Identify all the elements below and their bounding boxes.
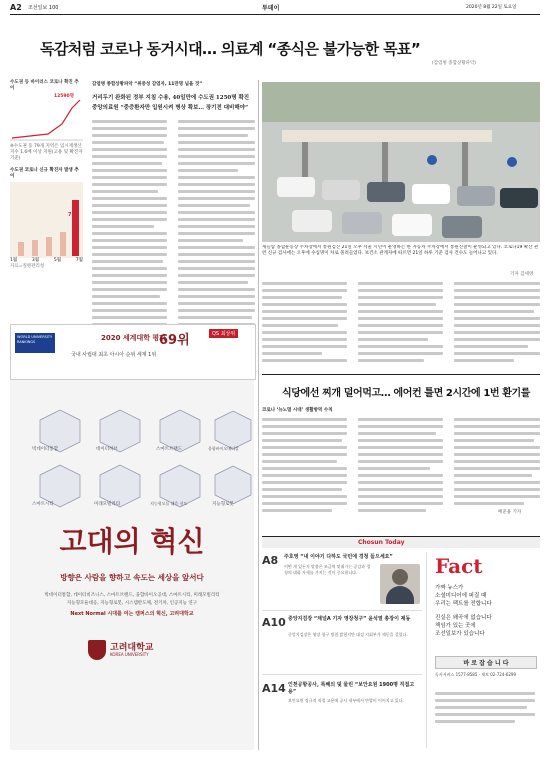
- right-story-rule: [262, 374, 540, 375]
- ad-logo: [88, 638, 178, 664]
- fact-line: 책임가 있는 곳에: [435, 623, 476, 629]
- fact-line: 진실은 왜곡에 없습니다: [435, 615, 492, 621]
- ad-icon-cube: [215, 411, 251, 449]
- fact-contact: 독자서비스 1577-8585 · 제보 02-724-6299: [435, 672, 516, 677]
- today-item-page: A14: [262, 682, 286, 695]
- infobox-chart2-title: 수도권 코로나 신규 확진자 발생 추이: [10, 168, 79, 179]
- ad-ranking-rank: 69위: [159, 333, 190, 348]
- crest-icon: [88, 640, 106, 660]
- ad-desc-3: Next Normal 시대를 여는 캠퍼스의 혁신, 고려대학교: [70, 611, 194, 617]
- today-item: [262, 614, 422, 675]
- today-item-text: 어떤 게 있든지 말씀은 조금씩 맞춰가는 공감과 경청의 대화 자세를 가지는 것이 중요합니다.: [284, 564, 371, 575]
- newspaper-name: 조선일보 100: [28, 5, 59, 11]
- chosun-today-header: [262, 536, 540, 548]
- person-icon: [392, 569, 408, 585]
- ad-icon-label: 지능형모듈 대응 선도: [150, 501, 188, 506]
- lead-byline: (감염병 종합상황파악): [432, 61, 477, 66]
- today-item-page: A10: [262, 616, 286, 629]
- infobox-xlabel: 7월: [75, 258, 83, 263]
- daily-chart: [10, 182, 83, 258]
- lead-kicker: 감염병 종합상황파악 “위중성 감염자, 11만명 넘을 것”: [92, 82, 203, 87]
- daily-bar: [72, 200, 79, 256]
- ad-icon-label: 미래모빌리티: [94, 502, 121, 507]
- ad-icon-label: 스마트브랜드: [156, 447, 183, 452]
- right-story-byline: 배준용 기자: [498, 510, 522, 515]
- infobox-xlabel: 3월: [31, 258, 40, 263]
- right-story-kicker: 코로나 ‘뉴노멀 시대’ 생활방역 수칙: [262, 408, 333, 413]
- fact-line: 소셜미디어에 퍼질 때: [435, 593, 487, 599]
- today-item-photo: [380, 564, 420, 604]
- lead-deck-2: 중앙의료원 “중증환자만 입원시켜 병상 확보… 장기전 대비해야”: [92, 105, 249, 111]
- daily-value: 75: [68, 212, 75, 218]
- daily-bar: [18, 242, 24, 256]
- ad-icon-label: 융합바이오메디칼: [208, 446, 239, 451]
- infobox-note: ※수도권 등 79개 지역은 임시재생산지수 1.6배 이상 지원(고용 및 확진자 기준): [10, 144, 83, 161]
- fact-lines: [435, 584, 539, 638]
- today-item: [262, 552, 422, 611]
- infobox-title: 수도권 등 바이러스 코로나 확진 추이: [10, 80, 79, 91]
- ad-ranking-tag: QS 최상위: [209, 329, 238, 338]
- lead-continuation-text: [262, 282, 540, 372]
- fact-line: 가짜 뉴스가: [435, 585, 464, 591]
- header-rule: [10, 14, 540, 15]
- cumulative-line: [12, 100, 80, 138]
- right-divider: [258, 80, 259, 750]
- fact-extra-text: [435, 692, 539, 742]
- ad-icon-label: 데이터허브: [96, 447, 118, 452]
- right-story-headline: 식당에선 찌개 덜어먹고… 에어컨 틀면 2시간에 1번 환기를: [282, 388, 531, 399]
- infobox-value: 12590명: [54, 94, 75, 99]
- daily-bar: [32, 240, 38, 256]
- ad-ranking-text: 2020 세계대학 평가: [101, 334, 166, 342]
- infobox-xlabel: 5월: [53, 258, 62, 263]
- today-item-headline[interactable]: 인천공항공사, 특혜의 덫 물린 “보안요원 1900명 직접고용”: [288, 682, 415, 695]
- ad-ranking: [10, 324, 256, 380]
- ad-ranking-badge: [15, 333, 55, 353]
- today-item-headline[interactable]: 중앙지검장 “채널A 기자 영장청구” 윤석열 총장이 제동: [288, 616, 411, 622]
- section-title: 투데이: [262, 5, 280, 12]
- infobox-source: 자료=질병관리청: [10, 264, 45, 269]
- today-item-text: 중앙지검장은 영장 청구 방침 밝혔지만 대검 지휘부가 제동을 걸었다.: [288, 632, 408, 637]
- page-number: A2: [10, 3, 22, 12]
- today-item-text: 보안요원 정규직 직접 고용에 공사 내부에서 반발이 이어지고 있다.: [288, 698, 404, 703]
- ad-logo-en: KOREA UNIVERSITY: [110, 652, 149, 657]
- fact-footer: 바 로 잡 습 니 다: [435, 656, 537, 669]
- today-item-headline[interactable]: 주호영 “내 이야기 다하도 국민에 경청 들으세요”: [284, 554, 393, 560]
- ad-desc-1: 빅데이터통합, 데이터비즈니스, 스마트브랜드, 융합바이오공대, 스마트시티, 미래모빌리티: [44, 593, 220, 598]
- ad-desc-2: 지능형모듈대응, 지능형로봇, 시스템반도체, 전기차, 인공지능 연구: [66, 601, 198, 606]
- today-item-page: A8: [262, 554, 279, 567]
- lead-photo-credit: 기자 김세영: [510, 272, 534, 277]
- daily-bar: [60, 232, 66, 256]
- lead-photo-caption-text: 새들랍 종합운동장 주차장에서 통원검진 21일 오후 서울 시민이 운영하는 한 자동차 주차장에서 통원진찰이 운영되고 있다. 코로나19 확산 관련 신규 검사에는 오후에 수십명이 차로 몰려들었다. 보건소 관계자에 따르면 21일 하루 기준 검사 건수도 늘어나고 있다.: [262, 245, 539, 256]
- ad-subtitle: 방향은 사람을 향하고 속도는 세상을 앞서다: [60, 573, 204, 582]
- infobox-xlabel: 1월: [10, 258, 18, 263]
- fact-box: [426, 552, 541, 748]
- lead-photo-illustration: [262, 82, 540, 242]
- ad-icon-label: 지능형로봇: [212, 502, 234, 507]
- ad-ranking-sub: 국내 사립대 최초 아시아 순위 세계 1위: [71, 352, 157, 358]
- lead-photo: [262, 82, 540, 242]
- ad-logo-name: 고려대학교: [110, 643, 154, 653]
- fact-line: 조선일보가 있습니다: [435, 631, 485, 637]
- today-item: [262, 680, 422, 746]
- lead-photo-caption: [262, 245, 540, 273]
- ad-ranking-badge-text: WORLD UNIVERSITY RANKINGS: [17, 335, 53, 344]
- ad-icon-cube: [215, 466, 251, 504]
- ad-icon-label: 스마트시티: [32, 502, 54, 507]
- daily-bar: [46, 237, 52, 256]
- lead-headline: 독감처럼 코로나 동거시대… 의료계 “종식은 불가능한 목표”: [40, 40, 421, 58]
- ad-title: 고대의 혁신: [59, 525, 205, 558]
- fact-title: Fact: [435, 554, 483, 578]
- chosun-today-label: Chosun Today: [358, 539, 405, 546]
- fact-line: 우리는 팩트를 전합니다: [435, 601, 492, 607]
- cumulative-chart: [10, 94, 83, 142]
- header-date: 2020년 8월 22일 토요일: [466, 5, 517, 10]
- ad-korea-univ: [10, 380, 254, 750]
- lead-deck-1: 거리두기 완화된 정부 지침 수용, 40일만에 수도권 1250명 확진: [92, 95, 250, 101]
- ad-icon-label: 빅데이터통합: [32, 447, 59, 452]
- person-body-icon: [386, 586, 414, 604]
- infobox: [10, 80, 83, 280]
